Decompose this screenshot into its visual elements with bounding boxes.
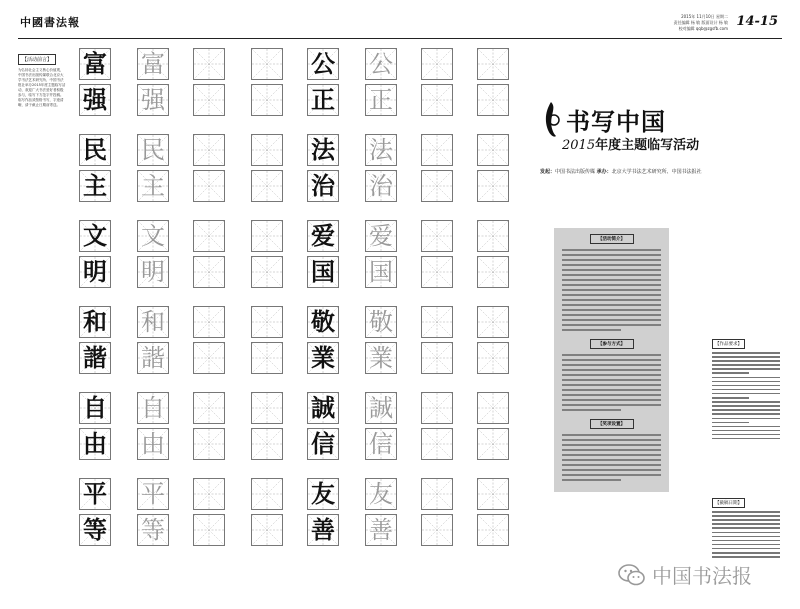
model-character: 善 — [311, 515, 335, 544]
notice-text-line — [562, 434, 661, 436]
notice-text-line — [562, 464, 661, 466]
model-character: 自 — [83, 393, 107, 422]
notice-text-line — [562, 364, 661, 366]
trace-character: 自 — [141, 394, 165, 422]
blank-practice-cell — [251, 170, 283, 202]
notice-text-line — [562, 289, 661, 291]
notice-section — [562, 339, 661, 411]
notice-text-line — [562, 459, 661, 461]
trace-character-cell — [137, 342, 169, 374]
right-column-line — [712, 426, 780, 428]
model-character-cell — [79, 392, 111, 424]
model-character-cell — [79, 220, 111, 252]
right-column-line — [712, 413, 780, 415]
trace-character-cell — [137, 478, 169, 510]
model-character-cell — [307, 48, 339, 80]
sponsors — [540, 168, 702, 175]
blank-practice-cell — [477, 134, 509, 166]
model-character-cell — [79, 342, 111, 374]
trace-character: 国 — [369, 258, 393, 286]
blank-practice-cell — [421, 134, 453, 166]
model-character-cell — [307, 306, 339, 338]
blank-practice-cell — [477, 428, 509, 460]
model-character-cell — [79, 306, 111, 338]
trace-character-cell — [137, 256, 169, 288]
right-column-tag-1: 【作品要求】 — [712, 339, 745, 349]
model-character-cell — [79, 48, 111, 80]
notice-box — [554, 228, 669, 492]
trace-character: 敬 — [369, 308, 393, 336]
model-character-cell — [307, 428, 339, 460]
wechat-icon — [618, 564, 646, 586]
model-character-cell — [79, 84, 111, 116]
trace-character: 業 — [369, 344, 393, 372]
model-character-cell — [307, 220, 339, 252]
blank-practice-cell — [477, 514, 509, 546]
blank-practice-cell — [251, 392, 283, 424]
header-meta — [638, 14, 728, 32]
left-column — [18, 46, 78, 108]
blank-practice-cell — [251, 48, 283, 80]
notice-section-header: 【奖项设置】 — [590, 419, 634, 429]
trace-character-cell — [365, 478, 397, 510]
blank-practice-cell — [193, 428, 225, 460]
blank-practice-cell — [477, 478, 509, 510]
title-main: 书写中国 — [566, 107, 666, 136]
right-column-line — [712, 364, 780, 366]
blank-practice-cell — [477, 170, 509, 202]
right-column-line — [712, 438, 780, 440]
blank-practice-cell — [193, 134, 225, 166]
header-rule — [18, 38, 782, 39]
model-character: 等 — [83, 515, 107, 544]
right-column-line — [712, 389, 780, 391]
blank-practice-cell — [193, 170, 225, 202]
model-character-cell — [307, 392, 339, 424]
blank-practice-cell — [477, 256, 509, 288]
model-character: 信 — [311, 429, 335, 458]
trace-character-cell — [365, 220, 397, 252]
trace-character: 爱 — [369, 222, 393, 250]
right-column-line — [712, 511, 780, 513]
model-character: 業 — [311, 343, 335, 372]
model-character: 誠 — [311, 393, 335, 422]
blank-practice-cell — [251, 220, 283, 252]
blank-practice-cell — [193, 342, 225, 374]
trace-character: 誠 — [369, 394, 393, 422]
notice-text-line — [562, 409, 621, 411]
notice-text-line — [562, 254, 661, 256]
right-column-line — [712, 556, 780, 558]
model-character-cell — [307, 170, 339, 202]
trace-character-cell — [137, 306, 169, 338]
blank-practice-cell — [251, 342, 283, 374]
sponsor-value-1: 中国书法出版传媒 — [555, 169, 596, 175]
trace-character: 文 — [141, 222, 165, 250]
right-column-line — [712, 544, 780, 546]
right-column-line — [712, 409, 780, 411]
blank-practice-cell — [421, 306, 453, 338]
notice-text-line — [562, 444, 661, 446]
left-column-line: 参与，临写下方范字并投稿。 — [18, 93, 64, 97]
model-character: 法 — [311, 135, 335, 164]
model-character: 正 — [311, 85, 335, 114]
meta-email: 校对编辑 qqb@zgsfb.com — [678, 26, 728, 31]
notice-text-line — [562, 279, 661, 281]
trace-character-cell — [137, 428, 169, 460]
trace-character: 等 — [141, 516, 165, 544]
blank-practice-cell — [251, 428, 283, 460]
notice-text-line — [562, 399, 661, 401]
sponsor-label-1: 发起： — [540, 169, 556, 175]
model-character-cell — [79, 514, 111, 546]
trace-character-cell — [137, 48, 169, 80]
meta-date: 2015年 11月10日 星期二 — [681, 14, 728, 19]
model-character: 富 — [83, 49, 107, 78]
notice-text-line — [562, 479, 621, 481]
notice-text-line — [562, 469, 661, 471]
blank-practice-cell — [421, 170, 453, 202]
blank-practice-cell — [421, 220, 453, 252]
blank-practice-cell — [477, 220, 509, 252]
notice-text-line — [562, 319, 661, 321]
notice-text-line — [562, 389, 661, 391]
notice-text-line — [562, 309, 661, 311]
model-character: 强 — [83, 85, 107, 114]
notice-text-line — [562, 404, 661, 406]
blank-practice-cell — [193, 392, 225, 424]
trace-character-cell — [137, 514, 169, 546]
trace-character: 諧 — [141, 344, 165, 372]
right-column — [712, 330, 780, 560]
right-column-line — [712, 515, 780, 517]
right-column-line — [712, 430, 780, 432]
right-column-line — [712, 527, 780, 529]
notice-text-line — [562, 449, 661, 451]
model-character-cell — [307, 514, 339, 546]
right-column-line — [712, 401, 780, 403]
model-character-cell — [79, 256, 111, 288]
brush-logo-icon — [540, 100, 562, 140]
model-character-cell — [307, 134, 339, 166]
blank-practice-cell — [477, 48, 509, 80]
notice-text-line — [562, 379, 661, 381]
trace-character-cell — [365, 134, 397, 166]
blank-practice-cell — [477, 306, 509, 338]
model-character-cell — [307, 342, 339, 374]
blank-practice-cell — [421, 342, 453, 374]
left-column-line: 为弘扬社会主义核心价值观， — [18, 68, 64, 72]
notice-text-line — [562, 454, 661, 456]
right-column-line — [712, 532, 780, 534]
trace-character-cell — [365, 428, 397, 460]
right-column-line — [712, 372, 749, 374]
notice-section — [562, 234, 661, 331]
trace-character: 平 — [141, 480, 165, 508]
model-character: 由 — [83, 429, 107, 458]
notice-section — [562, 419, 661, 481]
title-year: 2015 — [562, 138, 596, 153]
left-column-line: 晰，请于截止日期前寄送。 — [18, 103, 60, 107]
title-sub-text: 年度主题临写活动 — [595, 138, 700, 153]
right-column-line — [712, 548, 780, 550]
blank-practice-cell — [251, 514, 283, 546]
watermark — [618, 560, 752, 589]
notice-section-header: 【参与方式】 — [590, 339, 634, 349]
trace-character-cell — [137, 134, 169, 166]
blank-practice-cell — [251, 478, 283, 510]
blank-practice-cell — [251, 306, 283, 338]
notice-text-line — [562, 284, 661, 286]
notice-text-line — [562, 324, 661, 326]
notice-text-line — [562, 314, 661, 316]
model-character-cell — [307, 84, 339, 116]
notice-text-line — [562, 294, 661, 296]
right-column-line — [712, 552, 780, 554]
trace-character-cell — [365, 306, 397, 338]
right-column-line — [712, 422, 749, 424]
notice-text-line — [562, 269, 661, 271]
notice-text-line — [562, 374, 661, 376]
notice-text-line — [562, 439, 661, 441]
model-character: 諧 — [83, 343, 107, 372]
trace-character-cell — [365, 342, 397, 374]
trace-character-cell — [137, 392, 169, 424]
watermark-text: 中国书法报 — [652, 564, 752, 588]
blank-practice-cell — [193, 514, 225, 546]
model-character-cell — [79, 478, 111, 510]
trace-character: 友 — [369, 480, 393, 508]
notice-text-line — [562, 369, 661, 371]
model-character: 爱 — [311, 221, 335, 250]
notice-text-line — [562, 299, 661, 301]
trace-character: 主 — [141, 172, 165, 200]
sponsor-label-2: 承办： — [596, 169, 612, 175]
left-column-line: 报社举办2015年度主题临写活 — [18, 83, 66, 87]
right-column-tag-2: 【截稿日期】 — [712, 498, 745, 508]
right-column-line — [712, 434, 780, 436]
masthead: 中國書法報 — [20, 16, 80, 29]
trace-character-cell — [137, 84, 169, 116]
right-column-line — [712, 393, 780, 395]
model-character: 平 — [83, 479, 107, 508]
trace-character: 治 — [369, 172, 393, 200]
left-column-line: 临写作品须按格书写，字迹清 — [18, 98, 64, 102]
trace-character: 强 — [141, 86, 165, 114]
right-column-line — [712, 397, 749, 399]
trace-character: 由 — [141, 430, 165, 458]
blank-practice-cell — [421, 48, 453, 80]
model-character-cell — [79, 170, 111, 202]
trace-character-cell — [365, 48, 397, 80]
notice-text-line — [562, 259, 661, 261]
trace-character: 公 — [369, 50, 393, 78]
blank-practice-cell — [477, 84, 509, 116]
notice-text-line — [562, 304, 661, 306]
model-character-cell — [79, 428, 111, 460]
right-column-line — [712, 523, 780, 525]
right-column-line — [712, 356, 780, 358]
trace-character-cell — [137, 220, 169, 252]
blank-practice-cell — [477, 392, 509, 424]
trace-character: 信 — [369, 430, 393, 458]
right-column-line — [712, 519, 780, 521]
blank-practice-cell — [193, 478, 225, 510]
blank-practice-cell — [251, 256, 283, 288]
trace-character-cell — [365, 84, 397, 116]
model-character: 国 — [311, 257, 335, 286]
left-column-line: 学书法艺术研究所、中国书法 — [18, 78, 64, 82]
blank-practice-cell — [421, 514, 453, 546]
trace-character-cell — [137, 170, 169, 202]
right-column-line — [712, 381, 780, 383]
left-column-text — [18, 68, 78, 108]
model-character: 文 — [83, 221, 107, 250]
trace-character: 善 — [369, 516, 393, 544]
notice-text-line — [562, 354, 661, 356]
right-column-line — [712, 377, 780, 379]
notice-text-line — [562, 359, 661, 361]
trace-character: 民 — [141, 136, 165, 164]
model-character: 公 — [311, 49, 335, 78]
right-column-line — [712, 405, 780, 407]
blank-practice-cell — [421, 392, 453, 424]
notice-text-line — [562, 474, 661, 476]
blank-practice-cell — [477, 342, 509, 374]
left-column-line: 中国书法出版传媒联合北京大 — [18, 73, 64, 77]
trace-character-cell — [365, 256, 397, 288]
blank-practice-cell — [193, 84, 225, 116]
blank-practice-cell — [193, 256, 225, 288]
right-column-line — [712, 536, 780, 538]
model-character-cell — [79, 134, 111, 166]
blank-practice-cell — [251, 134, 283, 166]
blank-practice-cell — [193, 306, 225, 338]
right-column-line — [712, 385, 780, 387]
notice-text-line — [562, 249, 661, 251]
right-column-line — [712, 352, 780, 354]
trace-character: 正 — [369, 86, 393, 114]
sponsor-value-2: 北京大学书法艺术研究所、中国书法报社 — [611, 169, 702, 175]
model-character: 敬 — [311, 307, 335, 336]
page-numbers: 14-15 — [736, 14, 778, 29]
model-character: 明 — [83, 257, 107, 286]
notice-text-line — [562, 274, 661, 276]
model-character-cell — [307, 256, 339, 288]
model-character: 主 — [83, 171, 107, 200]
blank-practice-cell — [251, 84, 283, 116]
right-column-line — [712, 368, 780, 370]
blank-practice-cell — [193, 48, 225, 80]
right-column-line — [712, 360, 780, 362]
blank-practice-cell — [421, 84, 453, 116]
right-column-line — [712, 418, 780, 420]
left-column-tag: 【活动前言】 — [18, 54, 56, 65]
right-column-line — [712, 540, 780, 542]
model-character: 和 — [83, 307, 107, 336]
trace-character: 富 — [141, 50, 165, 78]
trace-character: 和 — [141, 308, 165, 336]
notice-section-header: 【活动简介】 — [590, 234, 634, 244]
blank-practice-cell — [421, 428, 453, 460]
notice-text-line — [562, 264, 661, 266]
meta-editor: 责任编辑 杨 敏 版面设计 杨 敏 — [673, 20, 728, 25]
model-character-cell — [307, 478, 339, 510]
model-character: 民 — [83, 135, 107, 164]
blank-practice-cell — [421, 478, 453, 510]
model-character: 友 — [311, 479, 335, 508]
title-sub — [562, 134, 699, 153]
blank-practice-cell — [421, 256, 453, 288]
left-column-line: 动，欢迎广大书法爱好者积极 — [18, 88, 64, 92]
notice-text-line — [562, 329, 621, 331]
notice-text-line — [562, 384, 661, 386]
blank-practice-cell — [193, 220, 225, 252]
trace-character: 法 — [369, 136, 393, 164]
trace-character-cell — [365, 392, 397, 424]
trace-character-cell — [365, 514, 397, 546]
notice-text-line — [562, 394, 661, 396]
trace-character: 明 — [141, 258, 165, 286]
trace-character-cell — [365, 170, 397, 202]
model-character: 治 — [311, 171, 335, 200]
